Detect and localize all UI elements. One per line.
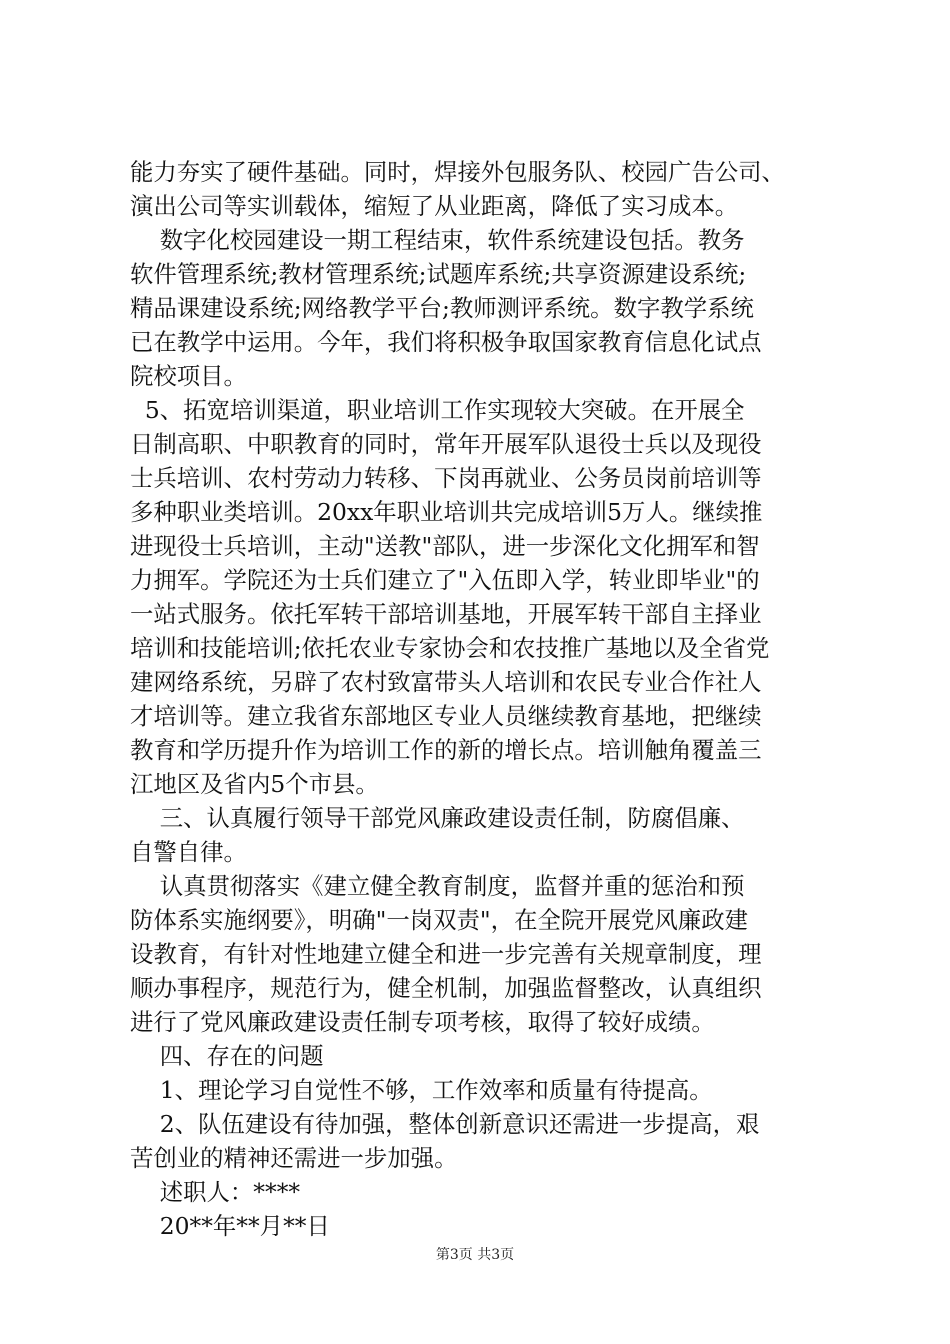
- body-text: [130, 155, 833, 1243]
- text-line: 三、认真履行领导干部党风廉政建设责任制，防腐倡廉、: [130, 804, 745, 832]
- text-line: 5、拓宽培训渠道，职业培训工作实现较大突破。在开展全: [130, 396, 745, 424]
- text-line: 1、理论学习自觉性不够，工作效率和质量有待提高。: [130, 1076, 713, 1104]
- text-line: 多种职业类培训。20xx年职业培训共完成培训5万人。继续推: [130, 498, 763, 526]
- text-line: 软件管理系统;教材管理系统;试题库系统;共享资源建设系统;: [130, 260, 747, 288]
- text-line: 顺办事程序，规范行为，健全机制，加强监督整改，认真组织: [130, 974, 762, 1002]
- text-line: 四、存在的问题: [130, 1042, 324, 1070]
- text-line: 江地区及省内5个市县。: [130, 770, 379, 798]
- text-line: 能力夯实了硬件基础。同时，焊接外包服务队、校园广告公司、: [130, 158, 785, 186]
- text-line: 建网络系统，另辟了农村致富带头人培训和农民专业合作社人: [130, 668, 762, 696]
- text-line: 设教育，有针对性地建立健全和进一步完善有关规章制度，理: [130, 940, 762, 968]
- text-line: 进行了党风廉政建设责任制专项考核，取得了较好成绩。: [130, 1008, 715, 1036]
- text-line: 20**年**月**日: [130, 1212, 330, 1240]
- text-line: 数字化校园建设一期工程结束，软件系统建设包括。教务: [130, 226, 745, 254]
- text-line: 才培训等。建立我省东部地区专业人员继续教育基地，把继续: [130, 702, 762, 730]
- text-line: 苦创业的精神还需进一步加强。: [130, 1144, 458, 1172]
- text-line: 自警自律。: [130, 838, 247, 866]
- text-line: 2、队伍建设有待加强，整体创新意识还需进一步提高，艰: [130, 1110, 760, 1138]
- text-line: 一站式服务。依托军转干部培训基地，开展军转干部自主择业: [130, 600, 762, 628]
- text-line: 述职人：****: [130, 1178, 301, 1206]
- text-line: 培训和技能培训;依托农业专家协会和农技推广基地以及全省党: [130, 634, 770, 662]
- text-line: 力拥军。学院还为士兵们建立了"入伍即入学，转业即毕业"的: [130, 566, 760, 594]
- text-line: 精品课建设系统;网络教学平台;教师测评系统。数字教学系统: [130, 294, 754, 322]
- text-line: 认真贯彻落实《建立健全教育制度，监督并重的惩治和预: [130, 872, 745, 900]
- text-line: 进现役士兵培训，主动"送教"部队，进一步深化文化拥军和智: [130, 532, 760, 560]
- text-line: 已在教学中运用。今年，我们将积极争取国家教育信息化试点: [130, 328, 762, 356]
- text-line: 防体系实施纲要》，明确"一岗双责"，在全院开展党风廉政建: [130, 906, 748, 934]
- text-line: 演出公司等实训载体，缩短了从业距离，降低了实习成本。: [130, 192, 739, 220]
- page-footer: 第3页 共3页: [435, 1247, 515, 1263]
- text-line: 教育和学历提升作为培训工作的新的增长点。培训触角覆盖三: [130, 736, 762, 764]
- text-line: 士兵培训、农村劳动力转移、下岗再就业、公务员岗前培训等: [130, 464, 762, 492]
- text-line: 院校项目。: [130, 362, 247, 390]
- text-line: 日制高职、中职教育的同时，常年开展军队退役士兵以及现役: [130, 430, 762, 458]
